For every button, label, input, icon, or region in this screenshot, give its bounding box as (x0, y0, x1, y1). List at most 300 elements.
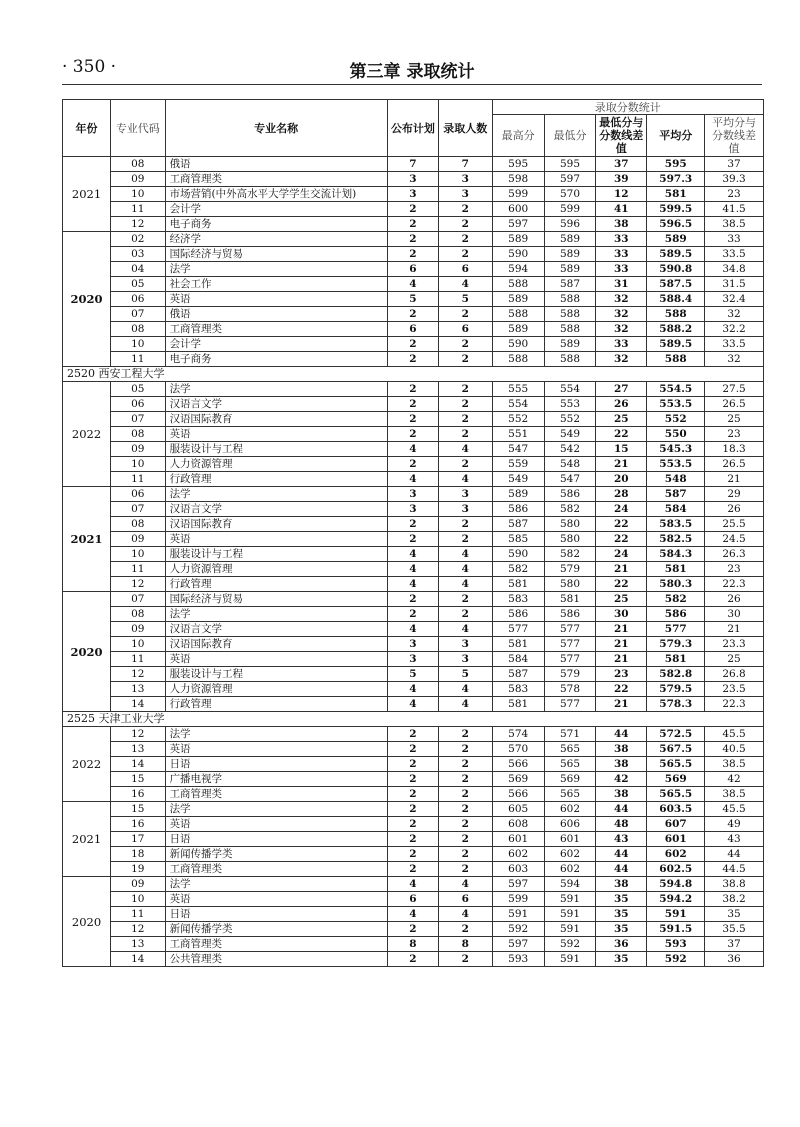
table-row (63, 337, 764, 352)
name-cell: 人力资源管理 (165, 682, 387, 697)
admitted-cell: 3 (439, 502, 492, 517)
min-cell: 601 (544, 832, 595, 847)
min-diff-cell: 44 (596, 862, 647, 877)
max-cell: 595 (492, 157, 544, 172)
plan-cell: 8 (387, 937, 438, 952)
avg-diff-cell: 25.5 (705, 517, 764, 532)
avg-diff-cell: 35 (705, 907, 764, 922)
name-cell: 会计学 (165, 337, 387, 352)
min-cell: 592 (544, 937, 595, 952)
plan-cell: 2 (387, 232, 438, 247)
min-cell: 582 (544, 547, 595, 562)
plan-cell: 4 (387, 697, 438, 712)
name-cell: 英语 (165, 742, 387, 757)
max-cell: 586 (492, 607, 544, 622)
min-diff-cell: 35 (596, 892, 647, 907)
min-diff-cell: 44 (596, 727, 647, 742)
plan-cell: 2 (387, 352, 438, 367)
max-cell: 583 (492, 682, 544, 697)
name-cell: 新闻传播学类 (165, 922, 387, 937)
admission-score-table (62, 99, 764, 967)
min-cell: 577 (544, 697, 595, 712)
code-cell: 15 (111, 772, 165, 787)
table-row (63, 742, 764, 757)
name-cell: 法学 (165, 877, 387, 892)
plan-cell: 4 (387, 682, 438, 697)
code-cell: 09 (111, 442, 165, 457)
admitted-cell: 4 (439, 442, 492, 457)
max-cell: 597 (492, 877, 544, 892)
plan-cell: 2 (387, 412, 438, 427)
min-cell: 552 (544, 412, 595, 427)
name-cell: 工商管理类 (165, 862, 387, 877)
code-cell: 10 (111, 187, 165, 202)
admitted-cell: 2 (439, 427, 492, 442)
table-row (63, 952, 764, 967)
min-diff-cell: 38 (596, 787, 647, 802)
code-cell: 12 (111, 577, 165, 592)
code-cell: 19 (111, 862, 165, 877)
min-diff-cell: 48 (596, 817, 647, 832)
min-cell: 586 (544, 607, 595, 622)
avg-cell: 589.5 (647, 247, 705, 262)
avg-diff-cell: 38.8 (705, 877, 764, 892)
min-cell: 553 (544, 397, 595, 412)
year-cell: 2020 (63, 232, 111, 367)
min-diff-cell: 21 (596, 637, 647, 652)
min-diff-cell: 24 (596, 502, 647, 517)
avg-cell: 583.5 (647, 517, 705, 532)
max-cell: 551 (492, 427, 544, 442)
admitted-cell: 2 (439, 337, 492, 352)
code-cell: 06 (111, 397, 165, 412)
university-row (63, 367, 764, 382)
code-cell: 11 (111, 352, 165, 367)
min-diff-cell: 21 (596, 562, 647, 577)
avg-cell: 553.5 (647, 457, 705, 472)
plan-cell: 7 (387, 157, 438, 172)
code-cell: 13 (111, 742, 165, 757)
table-row (63, 262, 764, 277)
table-row (63, 157, 764, 172)
code-cell: 08 (111, 322, 165, 337)
avg-cell: 550 (647, 427, 705, 442)
max-cell: 588 (492, 277, 544, 292)
plan-cell: 4 (387, 277, 438, 292)
min-diff-cell: 38 (596, 757, 647, 772)
avg-diff-cell: 31.5 (705, 277, 764, 292)
name-cell: 英语 (165, 292, 387, 307)
avg-cell: 590.8 (647, 262, 705, 277)
avg-cell: 597.3 (647, 172, 705, 187)
avg-diff-cell: 26 (705, 592, 764, 607)
min-diff-cell: 26 (596, 397, 647, 412)
max-cell: 588 (492, 352, 544, 367)
avg-diff-cell: 32.4 (705, 292, 764, 307)
university-name: 2520 西安工程大学 (63, 367, 764, 382)
name-cell: 汉语国际教育 (165, 637, 387, 652)
table-row (63, 412, 764, 427)
admitted-cell: 2 (439, 352, 492, 367)
min-cell: 588 (544, 292, 595, 307)
admitted-cell: 4 (439, 562, 492, 577)
year-cell: 2021 (63, 802, 111, 877)
year-cell: 2021 (63, 157, 111, 232)
table-row (63, 892, 764, 907)
max-cell: 552 (492, 412, 544, 427)
min-cell: 549 (544, 427, 595, 442)
min-diff-cell: 44 (596, 802, 647, 817)
code-cell: 05 (111, 382, 165, 397)
code-cell: 11 (111, 472, 165, 487)
table-row (63, 862, 764, 877)
header-admitted: 录取人数 (439, 100, 492, 157)
min-diff-cell: 35 (596, 922, 647, 937)
table-row (63, 217, 764, 232)
code-cell: 09 (111, 622, 165, 637)
name-cell: 工商管理类 (165, 322, 387, 337)
admitted-cell: 2 (439, 727, 492, 742)
min-diff-cell: 36 (596, 937, 647, 952)
avg-cell: 592 (647, 952, 705, 967)
table-row (63, 382, 764, 397)
min-diff-cell: 24 (596, 547, 647, 562)
min-diff-cell: 33 (596, 247, 647, 262)
name-cell: 汉语国际教育 (165, 412, 387, 427)
header-name: 专业名称 (165, 100, 387, 157)
name-cell: 服装设计与工程 (165, 547, 387, 562)
code-cell: 08 (111, 607, 165, 622)
avg-cell: 579.5 (647, 682, 705, 697)
min-cell: 580 (544, 532, 595, 547)
avg-cell: 595 (647, 157, 705, 172)
admitted-cell: 2 (439, 247, 492, 262)
avg-cell: 594.8 (647, 877, 705, 892)
plan-cell: 4 (387, 547, 438, 562)
avg-diff-cell: 38.2 (705, 892, 764, 907)
header-max: 最高分 (492, 115, 544, 157)
avg-cell: 602.5 (647, 862, 705, 877)
admitted-cell: 2 (439, 802, 492, 817)
min-cell: 586 (544, 487, 595, 502)
name-cell: 法学 (165, 727, 387, 742)
min-diff-cell: 32 (596, 322, 647, 337)
max-cell: 589 (492, 487, 544, 502)
min-diff-cell: 27 (596, 382, 647, 397)
min-cell: 570 (544, 187, 595, 202)
name-cell: 公共管理类 (165, 952, 387, 967)
avg-cell: 596.5 (647, 217, 705, 232)
min-cell: 606 (544, 817, 595, 832)
code-cell: 09 (111, 532, 165, 547)
min-diff-cell: 33 (596, 337, 647, 352)
min-diff-cell: 21 (596, 697, 647, 712)
min-cell: 588 (544, 322, 595, 337)
avg-diff-cell: 38.5 (705, 217, 764, 232)
plan-cell: 2 (387, 952, 438, 967)
name-cell: 俄语 (165, 307, 387, 322)
admitted-cell: 2 (439, 952, 492, 967)
avg-diff-cell: 38.5 (705, 757, 764, 772)
name-cell: 电子商务 (165, 352, 387, 367)
university-name: 2525 天津工业大学 (63, 712, 764, 727)
avg-diff-cell: 32.2 (705, 322, 764, 337)
min-diff-cell: 35 (596, 952, 647, 967)
table-row (63, 637, 764, 652)
admitted-cell: 2 (439, 862, 492, 877)
avg-cell: 565.5 (647, 757, 705, 772)
avg-diff-cell: 38.5 (705, 787, 764, 802)
name-cell: 英语 (165, 652, 387, 667)
year-cell: 2022 (63, 382, 111, 487)
plan-cell: 2 (387, 202, 438, 217)
min-diff-cell: 31 (596, 277, 647, 292)
name-cell: 英语 (165, 532, 387, 547)
code-cell: 12 (111, 217, 165, 232)
header-min: 最低分 (544, 115, 595, 157)
avg-cell: 578.3 (647, 697, 705, 712)
admitted-cell: 6 (439, 322, 492, 337)
admitted-cell: 2 (439, 757, 492, 772)
table-row (63, 832, 764, 847)
avg-cell: 577 (647, 622, 705, 637)
avg-diff-cell: 26.5 (705, 457, 764, 472)
plan-cell: 2 (387, 787, 438, 802)
min-cell: 577 (544, 637, 595, 652)
name-cell: 汉语国际教育 (165, 517, 387, 532)
year-cell: 2020 (63, 592, 111, 712)
avg-diff-cell: 26.5 (705, 397, 764, 412)
plan-cell: 2 (387, 397, 438, 412)
avg-cell: 545.3 (647, 442, 705, 457)
name-cell: 英语 (165, 817, 387, 832)
min-diff-cell: 23 (596, 667, 647, 682)
min-diff-cell: 21 (596, 622, 647, 637)
code-cell: 15 (111, 802, 165, 817)
admitted-cell: 5 (439, 667, 492, 682)
table-row (63, 532, 764, 547)
table-row (63, 727, 764, 742)
min-cell: 595 (544, 157, 595, 172)
min-cell: 577 (544, 622, 595, 637)
min-diff-cell: 32 (596, 307, 647, 322)
plan-cell: 6 (387, 892, 438, 907)
name-cell: 法学 (165, 262, 387, 277)
code-cell: 10 (111, 337, 165, 352)
max-cell: 586 (492, 502, 544, 517)
admitted-cell: 2 (439, 772, 492, 787)
avg-diff-cell: 30 (705, 607, 764, 622)
plan-cell: 3 (387, 187, 438, 202)
name-cell: 日语 (165, 907, 387, 922)
max-cell: 584 (492, 652, 544, 667)
table-row (63, 682, 764, 697)
avg-cell: 589 (647, 232, 705, 247)
admitted-cell: 2 (439, 922, 492, 937)
avg-cell: 588.4 (647, 292, 705, 307)
min-cell: 582 (544, 502, 595, 517)
plan-cell: 4 (387, 877, 438, 892)
min-cell: 588 (544, 352, 595, 367)
max-cell: 597 (492, 937, 544, 952)
name-cell: 会计学 (165, 202, 387, 217)
min-cell: 602 (544, 802, 595, 817)
plan-cell: 2 (387, 817, 438, 832)
code-cell: 17 (111, 832, 165, 847)
min-diff-cell: 20 (596, 472, 647, 487)
admitted-cell: 2 (439, 217, 492, 232)
code-cell: 09 (111, 877, 165, 892)
admitted-cell: 2 (439, 607, 492, 622)
avg-diff-cell: 23 (705, 187, 764, 202)
table-row (63, 787, 764, 802)
min-cell: 589 (544, 247, 595, 262)
plan-cell: 4 (387, 562, 438, 577)
plan-cell: 2 (387, 532, 438, 547)
code-cell: 12 (111, 922, 165, 937)
table-row (63, 187, 764, 202)
avg-cell: 599.5 (647, 202, 705, 217)
min-cell: 591 (544, 892, 595, 907)
table-row (63, 472, 764, 487)
max-cell: 602 (492, 847, 544, 862)
avg-diff-cell: 37 (705, 937, 764, 952)
min-cell: 596 (544, 217, 595, 232)
plan-cell: 2 (387, 247, 438, 262)
min-diff-cell: 38 (596, 877, 647, 892)
table-row (63, 592, 764, 607)
admitted-cell: 2 (439, 787, 492, 802)
code-cell: 06 (111, 292, 165, 307)
avg-cell: 587.5 (647, 277, 705, 292)
avg-cell: 553.5 (647, 397, 705, 412)
avg-diff-cell: 21 (705, 472, 764, 487)
admitted-cell: 2 (439, 232, 492, 247)
max-cell: 591 (492, 907, 544, 922)
avg-cell: 569 (647, 772, 705, 787)
max-cell: 593 (492, 952, 544, 967)
table-row (63, 502, 764, 517)
min-cell: 589 (544, 232, 595, 247)
admitted-cell: 6 (439, 262, 492, 277)
code-cell: 11 (111, 652, 165, 667)
name-cell: 社会工作 (165, 277, 387, 292)
avg-diff-cell: 43 (705, 832, 764, 847)
plan-cell: 2 (387, 757, 438, 772)
table-body (63, 157, 764, 967)
code-cell: 10 (111, 637, 165, 652)
code-cell: 09 (111, 172, 165, 187)
admitted-cell: 2 (439, 817, 492, 832)
table-row (63, 577, 764, 592)
min-diff-cell: 42 (596, 772, 647, 787)
max-cell: 588 (492, 307, 544, 322)
table-row (63, 877, 764, 892)
table-row (63, 247, 764, 262)
min-diff-cell: 22 (596, 682, 647, 697)
avg-cell: 565.5 (647, 787, 705, 802)
plan-cell: 2 (387, 427, 438, 442)
avg-cell: 554.5 (647, 382, 705, 397)
admitted-cell: 2 (439, 202, 492, 217)
max-cell: 554 (492, 397, 544, 412)
avg-diff-cell: 26.3 (705, 547, 764, 562)
min-cell: 571 (544, 727, 595, 742)
name-cell: 广播电视学 (165, 772, 387, 787)
min-cell: 565 (544, 742, 595, 757)
min-diff-cell: 39 (596, 172, 647, 187)
avg-cell: 581 (647, 652, 705, 667)
max-cell: 547 (492, 442, 544, 457)
avg-diff-cell: 34.8 (705, 262, 764, 277)
code-cell: 06 (111, 487, 165, 502)
max-cell: 587 (492, 517, 544, 532)
university-row (63, 712, 764, 727)
min-diff-cell: 28 (596, 487, 647, 502)
min-diff-cell: 38 (596, 217, 647, 232)
chapter-title: 第三章 录取统计 (349, 62, 475, 82)
code-cell: 07 (111, 502, 165, 517)
code-cell: 08 (111, 517, 165, 532)
min-diff-cell: 43 (596, 832, 647, 847)
avg-diff-cell: 36 (705, 952, 764, 967)
name-cell: 俄语 (165, 157, 387, 172)
min-diff-cell: 30 (596, 607, 647, 622)
plan-cell: 6 (387, 322, 438, 337)
avg-cell: 582 (647, 592, 705, 607)
table-row (63, 547, 764, 562)
avg-diff-cell: 21 (705, 622, 764, 637)
max-cell: 569 (492, 772, 544, 787)
avg-diff-cell: 45.5 (705, 727, 764, 742)
avg-cell: 548 (647, 472, 705, 487)
min-cell: 589 (544, 262, 595, 277)
max-cell: 597 (492, 217, 544, 232)
avg-cell: 601 (647, 832, 705, 847)
max-cell: 566 (492, 787, 544, 802)
name-cell: 市场营销(中外高水平大学学生交流计划) (165, 187, 387, 202)
name-cell: 行政管理 (165, 472, 387, 487)
avg-diff-cell: 23 (705, 562, 764, 577)
max-cell: 574 (492, 727, 544, 742)
year-cell: 2021 (63, 487, 111, 592)
table-row (63, 292, 764, 307)
admitted-cell: 3 (439, 637, 492, 652)
max-cell: 581 (492, 637, 544, 652)
header-code: 专业代码 (111, 100, 165, 157)
table-row (63, 172, 764, 187)
max-cell: 581 (492, 697, 544, 712)
name-cell: 汉语言文学 (165, 502, 387, 517)
admitted-cell: 2 (439, 742, 492, 757)
min-diff-cell: 25 (596, 412, 647, 427)
avg-diff-cell: 40.5 (705, 742, 764, 757)
avg-diff-cell: 32 (705, 307, 764, 322)
plan-cell: 2 (387, 772, 438, 787)
table-row (63, 622, 764, 637)
min-diff-cell: 32 (596, 352, 647, 367)
admitted-cell: 3 (439, 652, 492, 667)
avg-cell: 582.5 (647, 532, 705, 547)
code-cell: 13 (111, 682, 165, 697)
code-cell: 04 (111, 262, 165, 277)
table-row (63, 907, 764, 922)
name-cell: 工商管理类 (165, 172, 387, 187)
admitted-cell: 2 (439, 592, 492, 607)
admitted-cell: 2 (439, 847, 492, 862)
avg-diff-cell: 26 (705, 502, 764, 517)
name-cell: 国际经济与贸易 (165, 592, 387, 607)
